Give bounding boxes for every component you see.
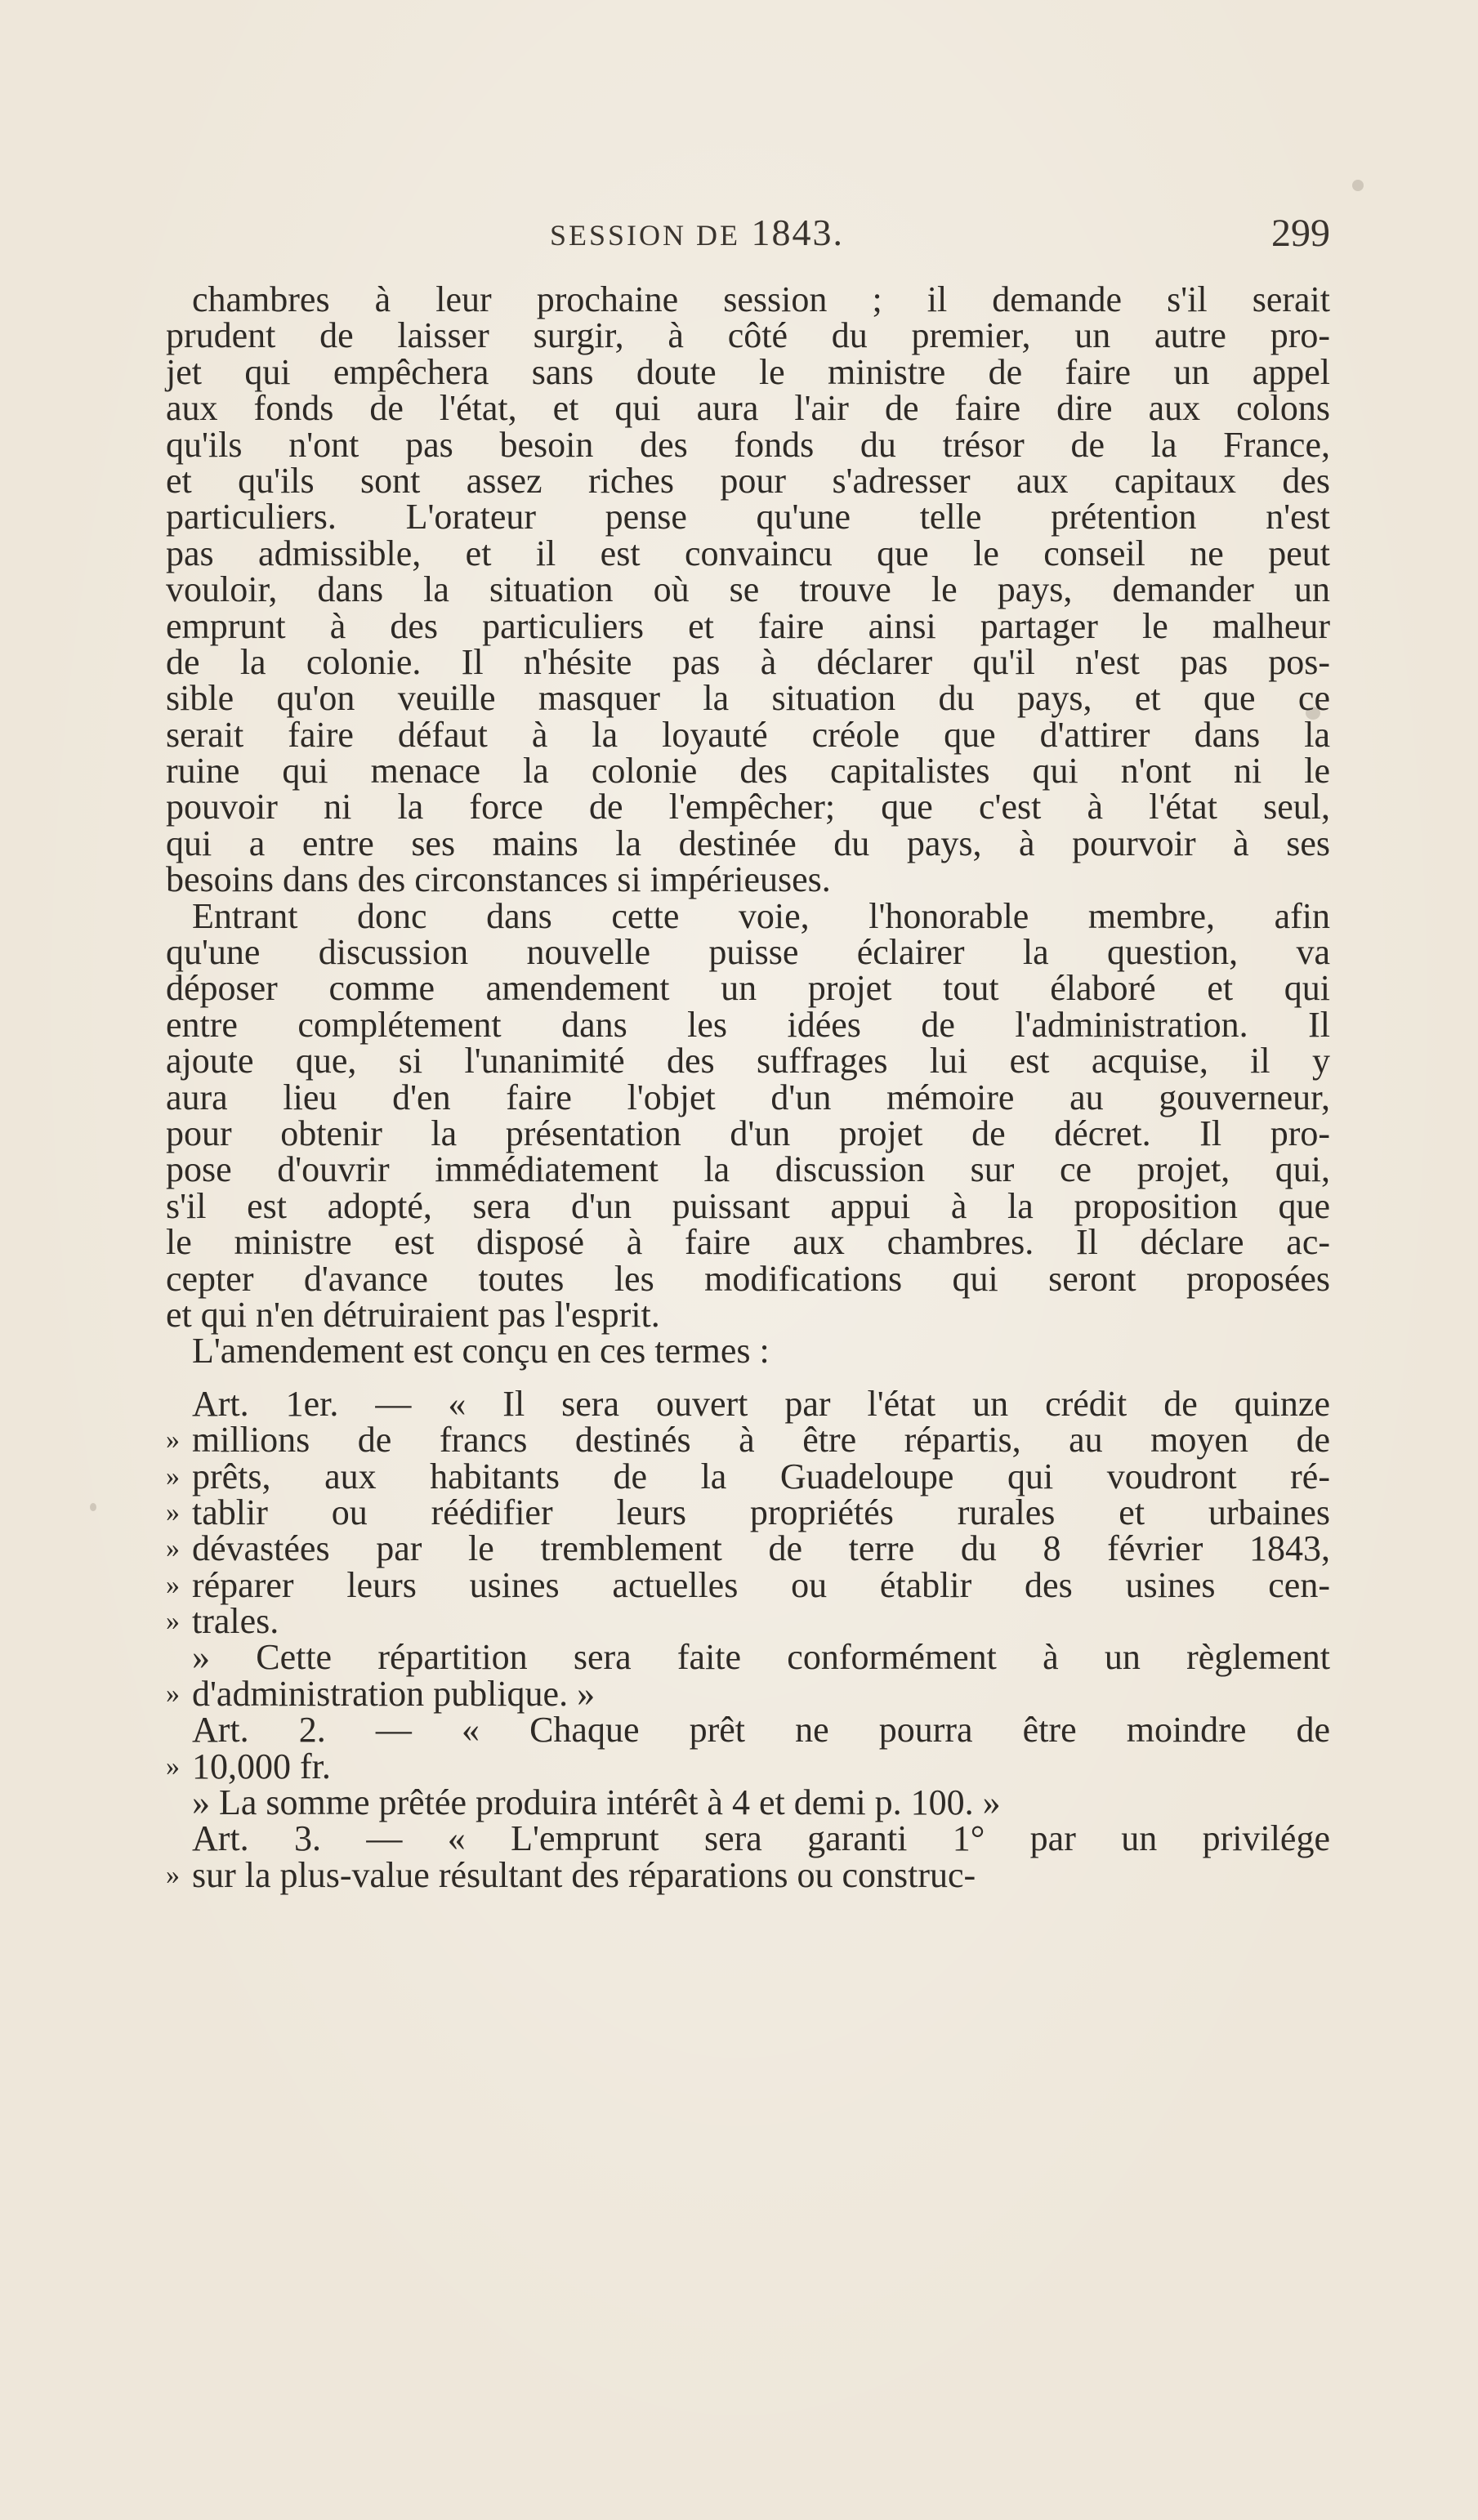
text-line: besoins dans des circonstances si impérieuses. [166,859,831,900]
quote-guillemet: » [166,1425,180,1456]
article-text: Art. 3. — « L'emprunt sera garanti 1° par un privilége [192,1818,1330,1859]
text-line: aura lieu d'en faire l'objet d'un mémoire au gouverneur, [166,1077,1330,1117]
article-line [166,1782,1330,1823]
paragraph [166,895,1330,1335]
text-line: chambres à leur prochaine session ; il demande s'il serait [192,279,1330,319]
text-line: cepter d'avance toutes les modifications qui seront proposées [166,1258,1330,1299]
text-line: de la colonie. Il n'hésite pas à déclarer qu'il n'est pas pos- [166,641,1330,682]
article-line [166,1710,1330,1751]
running-title [550,211,844,254]
quote-guillemet [166,1785,192,1821]
article-block [166,1712,1330,1821]
article-text: Art. 1er. — « Il sera ouvert par l'état un crédit de quinze [192,1383,1330,1424]
text-line: pouvoir ni la force de l'empêcher; que c'est à l'état seul, [166,787,1330,827]
text-line: aux fonds de l'état, et qui aura l'air de faire dire aux colons [166,388,1330,429]
text-line: pour obtenir la présentation d'un projet de décret. Il pro- [166,1113,1330,1153]
session-year: 1843. [751,212,845,253]
article-line [166,1601,1330,1642]
paragraph [166,1331,1330,1372]
text-line: et qui n'en détruiraient pas l'esprit. [166,1294,660,1335]
article-line [166,1564,1330,1605]
article-line [166,1637,1330,1678]
quote-guillemet: » [166,1533,180,1564]
text-line: qui a entre ses mains la destinée du pays, à pourvoir à ses [166,823,1330,863]
article-text: prêts, aux habitants de la Guadeloupe qui voudront ré- [192,1456,1330,1496]
text-line: jet qui empêchera sans doute le ministre de faire un appel [166,351,1330,392]
article-text: sur la plus-value résultant des réparations ou construc- [192,1854,976,1895]
text-line: Entrant donc dans cette voie, l'honorable membre, afin [192,895,1330,936]
article-block [166,1818,1330,1895]
quote-guillemet: » [166,1569,180,1600]
article-text: Art. 2. — « Chaque prêt ne pourra être moindre de [192,1710,1330,1751]
article-line [166,1818,1330,1859]
text-line: et qu'ils sont assez riches pour s'adresser aux capitaux des [166,460,1330,501]
quote-guillemet: » [166,1496,180,1528]
quote-guillemet: » [166,1461,180,1492]
text-line: pas admissible, et il est convaincu que le conseil ne peut [166,533,1330,573]
text-line: entre complétement dans les idées de l'administration. Il [166,1004,1330,1045]
text-line: serait faire défaut à la loyauté créole que d'attirer dans la [166,714,1330,755]
text-line: ajoute que, si l'unanimité des suffrages lui est acquise, il y [166,1041,1330,1082]
text-line: qu'ils n'ont pas besoin des fonds du trésor de la France, [166,424,1330,465]
text-line: qu'une discussion nouvelle puisse éclairer la question, va [166,932,1330,973]
paper-stain [1352,180,1364,191]
article-text: réparer leurs usines actuelles ou établir des usines cen- [192,1564,1330,1605]
text-line: sible qu'on veuille masquer la situation du pays, et que ce [166,678,1330,719]
running-header [166,211,1330,260]
session-label: SESSION DE [550,219,741,252]
article-line [166,1854,1330,1895]
article-line [166,1420,1330,1461]
quote-guillemet: » [166,1859,180,1890]
article-line [166,1746,1330,1786]
article-block [166,1383,1330,1714]
article-line [166,1456,1330,1496]
quote-guillemet [166,1386,192,1422]
quote-guillemet [166,1639,192,1675]
quote-guillemet [166,1712,192,1748]
text-line: déposer comme amendement un projet tout élaboré et qui [166,968,1330,1009]
article-text: » La somme prêtée produira intérêt à 4 et demi p. 100. » [192,1782,1001,1823]
quote-guillemet: » [166,1678,180,1709]
paper-stain [90,1503,96,1511]
text-line: prudent de laisser surgir, à côté du premier, un autre pro- [166,315,1330,356]
text-line: vouloir, dans la situation où se trouve le pays, demander un [166,569,1330,610]
article-text: millions de francs destinés à être répartis, au moyen de [192,1420,1330,1461]
text-line: particuliers. L'orateur pense qu'une telle prétention n'est [166,497,1330,537]
quote-guillemet: » [166,1751,180,1782]
article-text: trales. [192,1601,279,1642]
article-text: tablir ou réédifier leurs propriétés rurales et urbaines [192,1492,1330,1532]
page-number: 299 [1271,212,1330,255]
article-line [166,1492,1330,1532]
text-line: pose d'ouvrir immédiatement la discussion sur ce projet, qui, [166,1149,1330,1190]
article-line [166,1528,1330,1569]
article-line [166,1383,1330,1424]
text-line: L'amendement est conçu en ces termes : [192,1331,770,1372]
text-line: le ministre est disposé à faire aux chambres. Il déclare ac- [166,1222,1330,1263]
paragraph [166,279,1330,900]
body-text [166,279,1330,1895]
text-line: ruine qui menace la colonie des capitalistes qui n'ont ni le [166,751,1330,792]
article-text: » Cette répartition sera faite conformément à un règlement [192,1637,1330,1678]
quote-guillemet: » [166,1606,180,1637]
article-text: d'administration publique. » [192,1673,596,1714]
article-line [166,1673,1330,1714]
article-text: 10,000 fr. [192,1746,331,1786]
quote-guillemet [166,1821,192,1857]
text-line: emprunt à des particuliers et faire ainsi partager le malheur [166,605,1330,646]
article-text: dévastées par le tremblement de terre du 8 février 1843, [192,1528,1330,1569]
text-line: s'il est adopté, sera d'un puissant appui à la proposition que [166,1185,1330,1226]
